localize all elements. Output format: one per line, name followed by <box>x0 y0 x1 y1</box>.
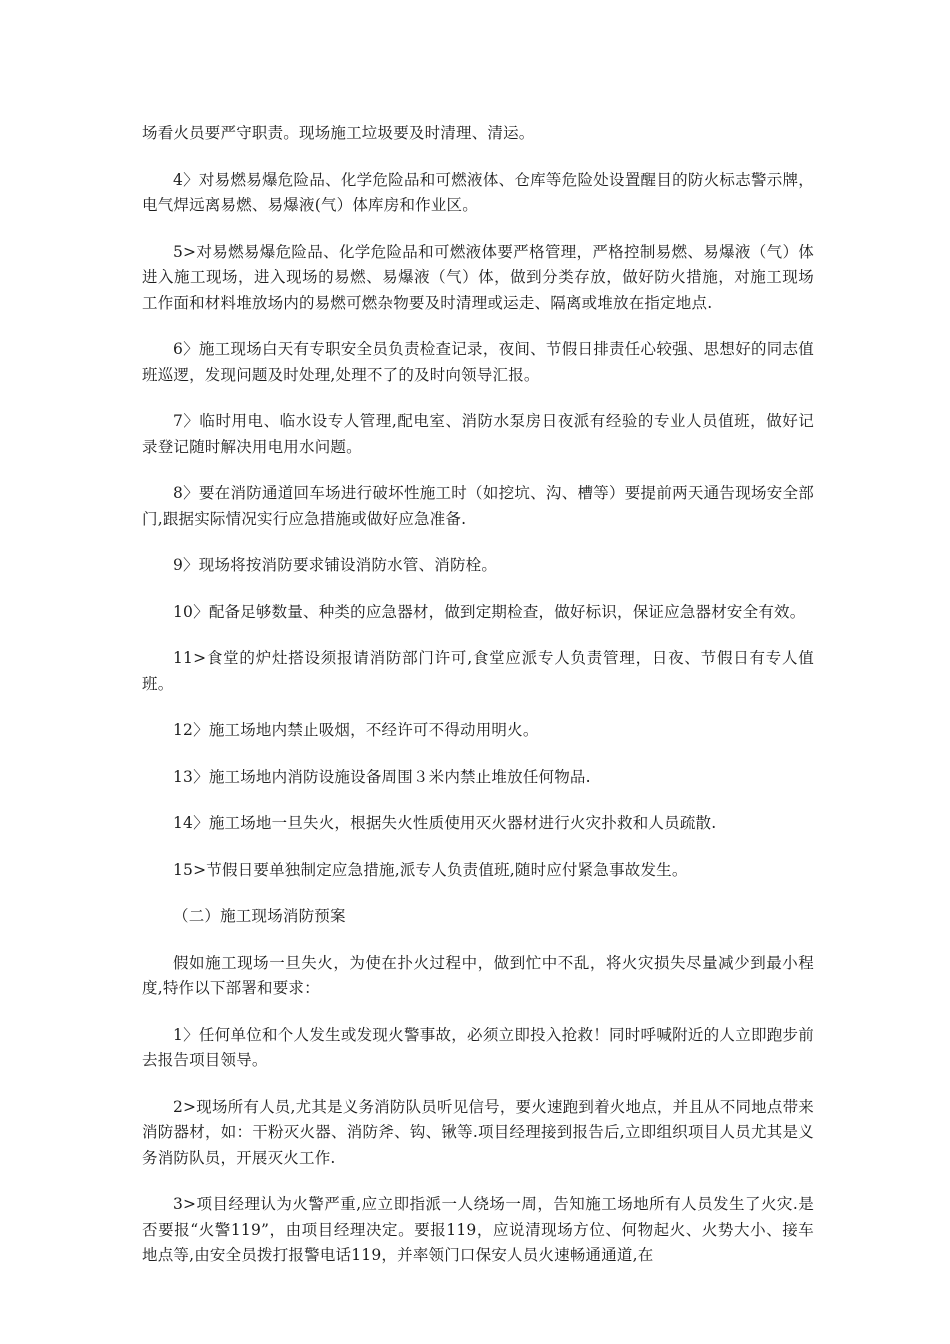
paragraph-item-5: 5>对易燃易爆危险品、化学危险品和可燃液体要严格管理，严格控制易燃、易爆液（气）体进入施工现场，进入现场的易燃、易爆液（气）体，做到分类存放，做好防火措施，对施工现场工作面和材料堆放场内的易燃可燃杂物要及时清理或运走、隔离或堆放在指定地点. <box>142 242 814 312</box>
plan-item-3: 3>项目经理认为火警严重,应立即指派一人绕场一周，告知施工场地所有人员发生了火灾.是否要报“火警119”，由项目经理决定。要报119，应说清现场方位、何物起火、火势大小、接车地点等,由安全员拨打报警电话119，并率领门口保安人员火速畅通通道,在 <box>142 1195 814 1264</box>
paragraph-item-9: 9〉现场将按消防要求铺设消防水管、消防栓。 <box>173 556 498 574</box>
paragraph-item-6: 6〉施工现场白天有专职安全员负责检查记录，夜间、节假日排责任心较强、思想好的同志值班巡逻，发现问题及时处理,处理不了的及时向领导汇报。 <box>142 340 814 384</box>
paragraph-item-11: 11>食堂的炉灶搭设须报请消防部门许可,食堂应派专人负责管理，日夜、节假日有专人值班。 <box>142 649 814 693</box>
paragraph-intro: 假如施工现场一旦失火，为使在扑火过程中，做到忙中不乱，将火灾损失尽量减少到最小程度,特作以下部署和要求： <box>142 953 814 997</box>
document-body <box>142 121 814 1290</box>
section-heading: （二）施工现场消防预案 <box>173 907 346 925</box>
paragraph-item-15: 15>节假日要单独制定应急措施,派专人负责值班,随时应付紧急事故发生。 <box>173 860 688 879</box>
paragraph-item-10: 10〉配备足够数量、种类的应急器材，做到定期检查，做好标识，保证应急器材安全有效。 <box>173 602 806 621</box>
paragraph-item-13: 13〉施工场地内消防设施设备周围３米内禁止堆放任何物品. <box>173 767 591 786</box>
plan-item-2: 2>现场所有人员,尤其是义务消防队员听见信号，要火速跑到着火地点，并且从不同地点带来消防器材，如：干粉灭火器、消防斧、钩、锹等.项目经理接到报告后,立即组织项目人员尤其是义务消防队员，开展灭火工作. <box>142 1097 814 1167</box>
plan-item-1: 1〉任何单位和个人发生或发现火警事故，必须立即投入抢救！同时呼喊附近的人立即跑步前去报告项目领导。 <box>142 1025 814 1069</box>
paragraph-item-14: 14〉施工场地一旦失火，根据失火性质使用灭火器材进行火灾扑救和人员疏散. <box>173 814 717 832</box>
paragraph-continuation: 场看火员要严守职责。现场施工垃圾要及时清理、清运。 <box>142 124 535 142</box>
paragraph-item-4: 4〉对易燃易爆危险品、化学危险品和可燃液体、仓库等危险处设置醒目的防火标志警示牌，电气焊远离易燃、易爆液(气）体库房和作业区。 <box>142 170 814 214</box>
paragraph-item-7: 7〉临时用电、临水设专人管理,配电室、消防水泵房日夜派有经验的专业人员值班，做好记录登记随时解决用电用水问题。 <box>142 412 814 456</box>
paragraph-item-12: 12〉施工场地内禁止吸烟，不经许可不得动用明火。 <box>173 721 539 739</box>
paragraph-item-8: 8〉要在消防通道回车场进行破坏性施工时（如挖坑、沟、槽等）要提前两天通告现场安全部门,跟据实际情况实行应急措施或做好应急准备. <box>142 484 814 528</box>
